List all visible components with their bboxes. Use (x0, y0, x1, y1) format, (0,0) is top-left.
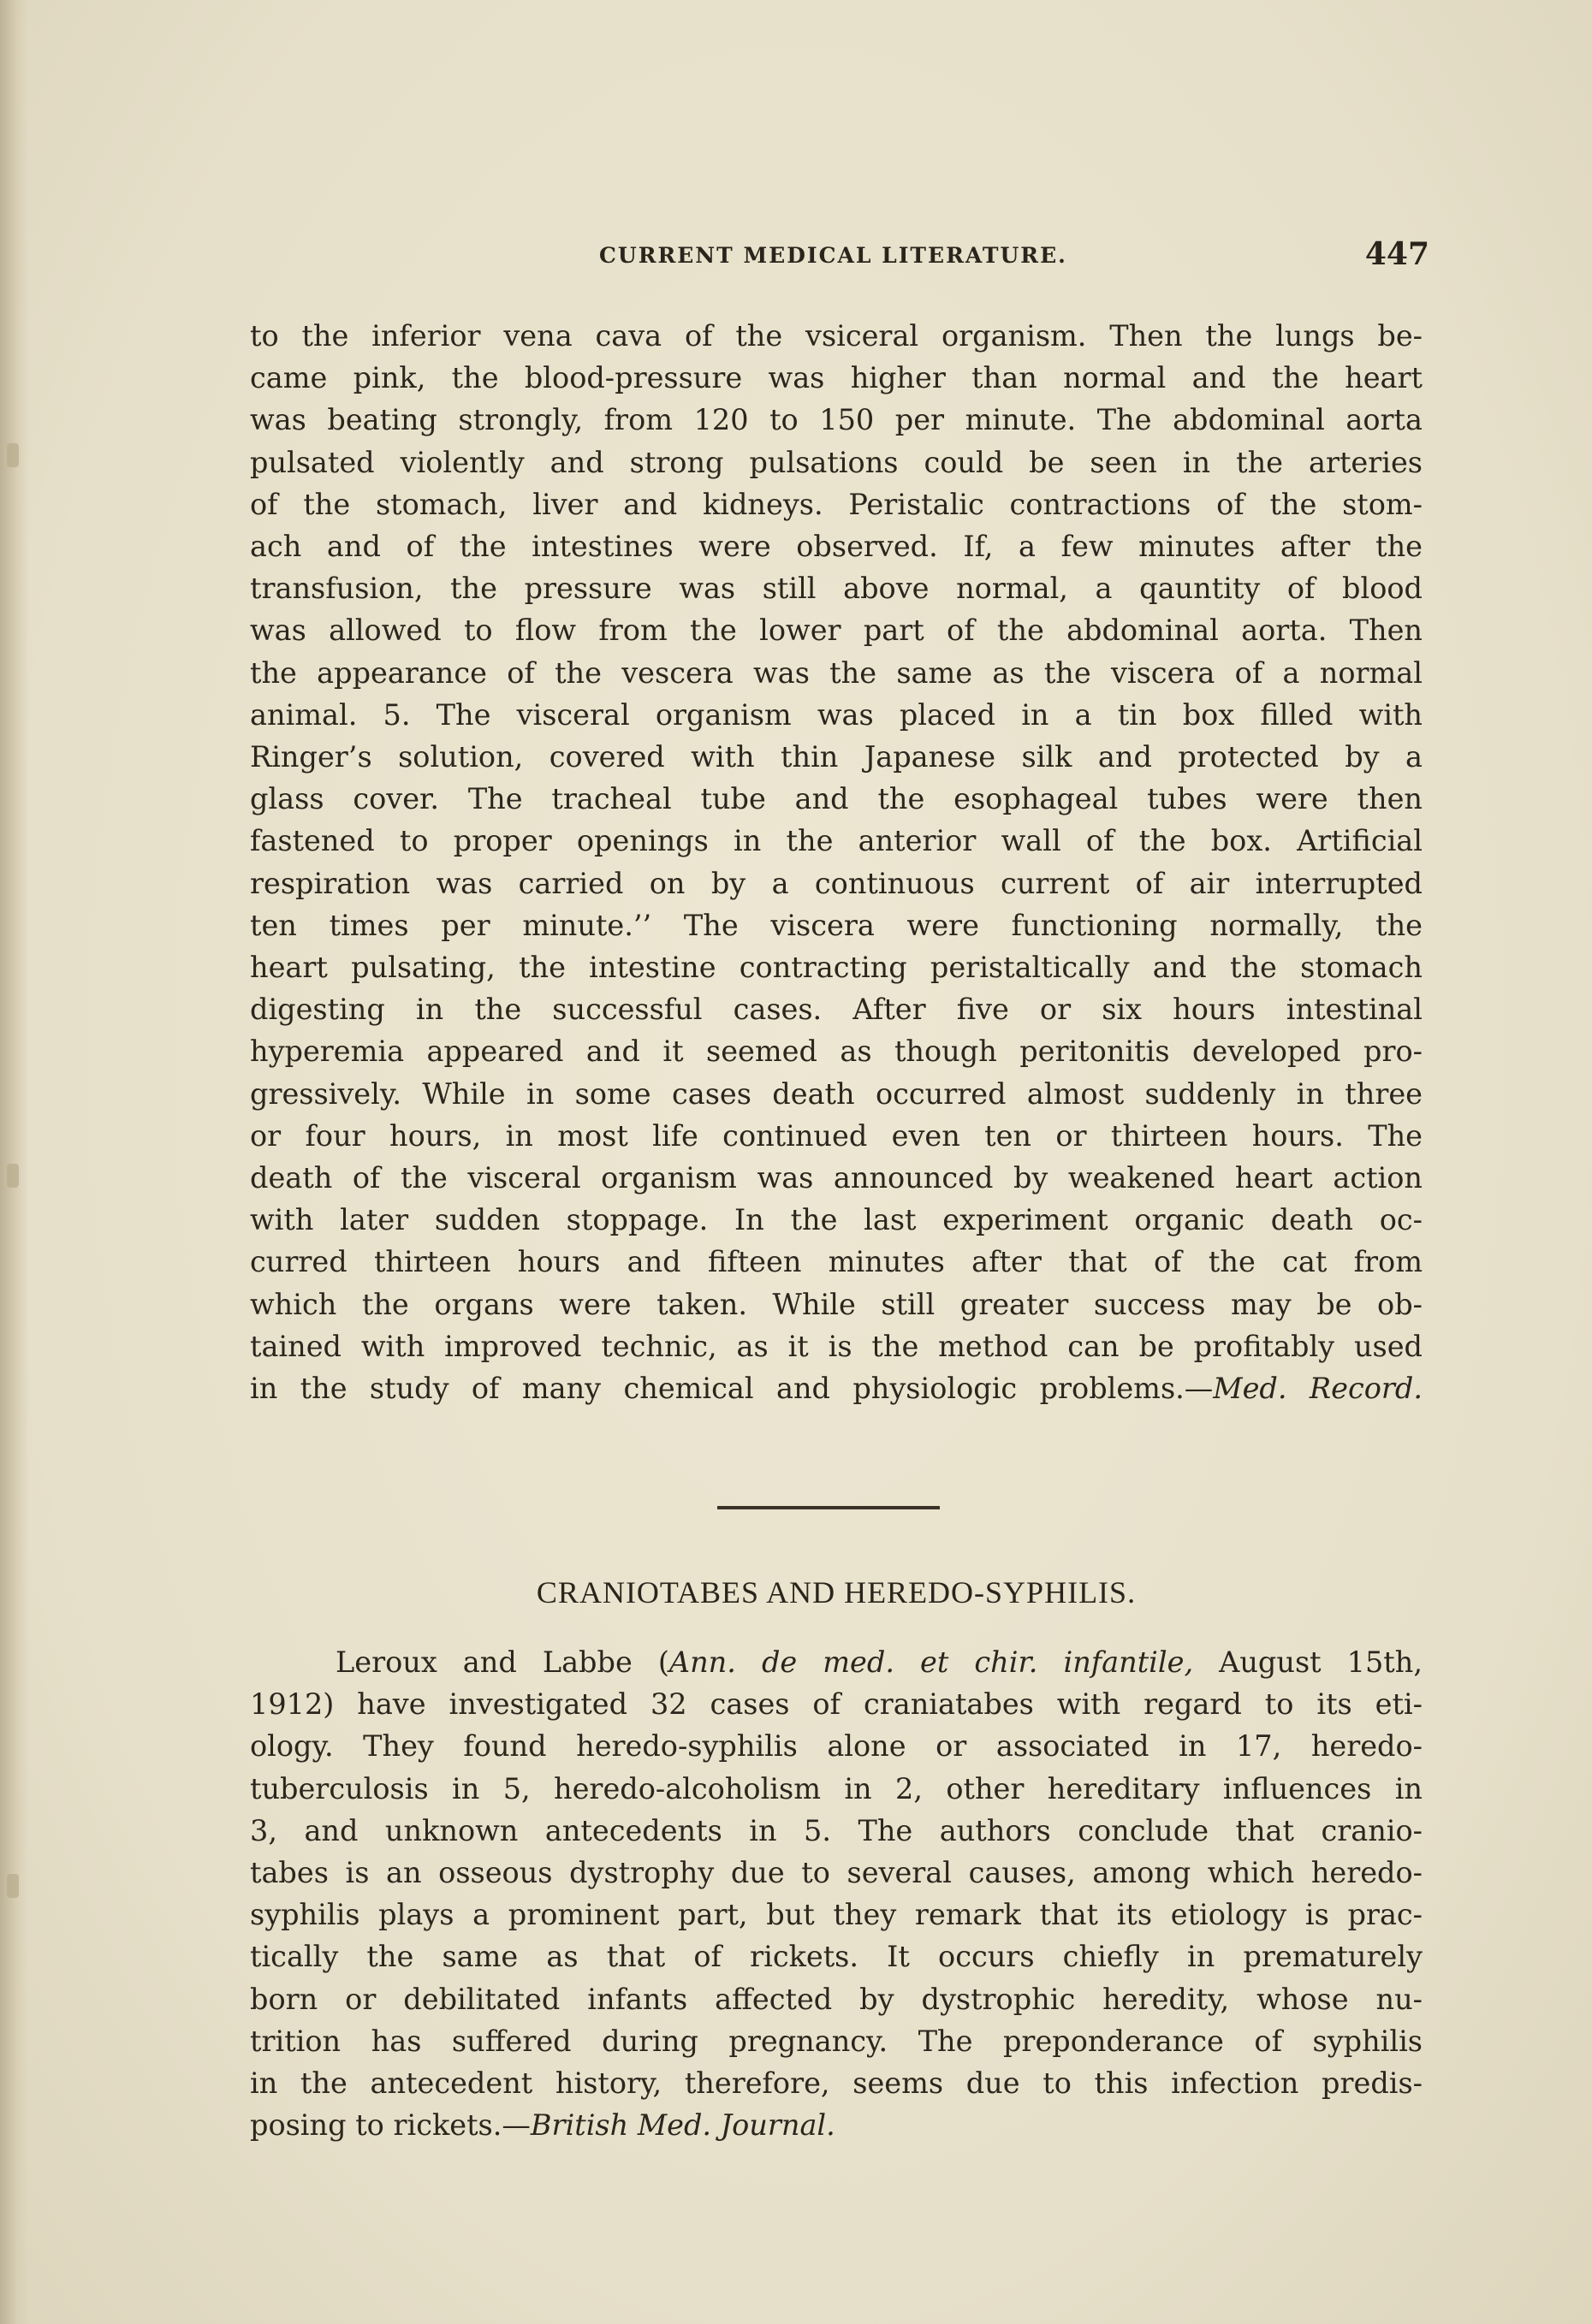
text-line: gressively. While in some cases death occurred almost suddenly in three (250, 1076, 1423, 1111)
text-line: digesting in the successful cases. After five or six hours intestinal (250, 993, 1423, 1027)
source-citation: Med. Record. (1213, 1372, 1423, 1406)
text-line: was allowed to flow from the lower part of the abdominal aorta. Then (250, 614, 1423, 648)
text-line: to the inferior vena cava of the vsiceral organism. Then the lungs be- (250, 319, 1423, 353)
section-title: CRANIOTABES AND HEREDO-SYPHILIS. (536, 1575, 1137, 1610)
text-line: which the organs were taken. While still greater success may be ob- (250, 1287, 1423, 1321)
text-line: tuberculosis in 5, heredo-alcoholism in 2, other hereditary influences in (250, 1771, 1423, 1805)
text-line: was beating strongly, from 120 to 150 per minute. The abdominal aorta (250, 403, 1423, 437)
page-number: 447 (1364, 236, 1429, 272)
text-line: 3, and unknown antecedents in 5. The authors conclude that cranio- (250, 1813, 1423, 1847)
text-line: of the stomach, liver and kidneys. Peristalic contractions of the stom- (250, 487, 1423, 521)
text-line: ology. They found heredo-syphilis alone or associated in 17, heredo- (250, 1729, 1423, 1764)
running-head: CURRENT MEDICAL LITERATURE. (599, 243, 1067, 268)
article-continuation (250, 315, 1423, 1409)
text-line: came pink, the blood-pressure was higher than normal and the heart (250, 361, 1423, 395)
text-line: trition has suffered during pregnancy. The preponderance of syphilis (250, 2024, 1423, 2058)
text-line: heart pulsating, the intestine contracting peristaltically and the stomach (250, 951, 1423, 985)
text-line: Ringer’s solution, covered with thin Japanese silk and protected by a (250, 740, 1423, 774)
text-line: curred thirteen hours and fifteen minutes after that of the cat from (250, 1245, 1423, 1279)
text-line: glass cover. The tracheal tube and the esophageal tubes were then (250, 782, 1423, 816)
text-line: or four hours, in most life continued even ten or thirteen hours. The (250, 1118, 1423, 1153)
text-line: hyperemia appeared and it seemed as though peritonitis developed pro- (250, 1035, 1423, 1069)
first-line-end: August 15th, (1193, 1645, 1423, 1679)
edge-mark (7, 1874, 19, 1898)
text-line-first (250, 1641, 1423, 1683)
article-body (250, 1641, 1423, 2146)
text-line: ach and of the intestines were observed. If, a few minutes after the (250, 530, 1423, 564)
text-line: tabes is an osseous dystrophy due to several causes, among which heredo- (250, 1856, 1423, 1890)
edge-mark (7, 443, 19, 467)
text-line: 1912) have investigated 32 cases of craniatabes with regard to its eti- (250, 1687, 1423, 1722)
text-line: the appearance of the vescera was the same as the viscera of a normal (250, 655, 1423, 690)
edge-mark (7, 1164, 19, 1188)
text-line-final (250, 2104, 1423, 2146)
text-line: ten times per minute.’’ The viscera were functioning normally, the (250, 908, 1423, 942)
text-line: syphilis plays a prominent part, but they remark that its etiology is prac- (250, 1898, 1423, 1932)
source-citation: British Med. Journal. (530, 2108, 835, 2143)
text-line: born or debilitated infants affected by dystrophic heredity, whose nu- (250, 1982, 1423, 2016)
final-line-text: posing to rickets.— (250, 2108, 531, 2143)
text-line: transfusion, the pressure was still above normal, a qauntity of blood (250, 572, 1423, 606)
text-line: tained with improved technic, as it is the method can be profitably used (250, 1329, 1423, 1363)
text-line-final (250, 1367, 1423, 1409)
first-line-start: Leroux and Labbe ( (336, 1645, 669, 1679)
text-line: pulsated violently and strong pulsations could be seen in the arteries (250, 445, 1423, 479)
section-divider (717, 1506, 940, 1509)
page-binding-shadow (0, 0, 29, 2324)
text-line: animal. 5. The visceral organism was placed in a tin box filled with (250, 697, 1423, 732)
text-line: death of the visceral organism was announced by weakened heart action (250, 1161, 1423, 1195)
text-line: respiration was carried on by a continuous current of air interrupted (250, 866, 1423, 900)
text-line: tically the same as that of rickets. It occurs chiefly in prematurely (250, 1940, 1423, 1974)
text-line: with later sudden stoppage. In the last experiment organic death oc- (250, 1203, 1423, 1237)
text-line: fastened to proper openings in the anterior wall of the box. Artificial (250, 824, 1423, 858)
final-line-text: in the study of many chemical and physiologic problems.— (250, 1372, 1214, 1406)
text-line: in the antecedent history, therefore, seems due to this infection predis- (250, 2066, 1423, 2101)
journal-citation: Ann. de med. et chir. infantile, (668, 1645, 1194, 1679)
page-header (248, 233, 1429, 284)
